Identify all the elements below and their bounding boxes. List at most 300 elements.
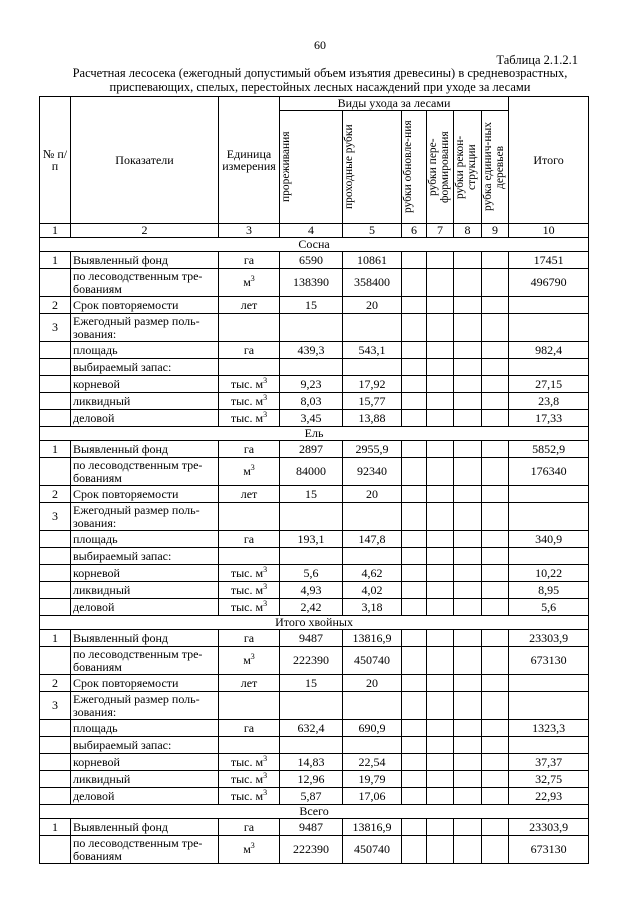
empty-cell (402, 548, 427, 565)
empty-cell (219, 503, 280, 531)
empty-cell (402, 647, 427, 675)
row-unit (219, 269, 280, 297)
value-thinning: 14,83 (280, 754, 343, 771)
empty-cell (427, 548, 454, 565)
row-unit (219, 771, 280, 788)
table-row (40, 771, 589, 788)
table-row (40, 359, 589, 376)
value-passage: 3,18 (343, 599, 402, 616)
empty-cell (280, 692, 343, 720)
value-thinning: 15 (280, 486, 343, 503)
header-renewal: рубки обновле-ния (402, 111, 427, 224)
empty-cell (427, 819, 454, 836)
value-passage: 20 (343, 297, 402, 314)
empty-cell (482, 720, 509, 737)
row-label: Выявленный фонд (71, 630, 219, 647)
empty-cell (454, 754, 482, 771)
table-row (40, 486, 589, 503)
empty-cell (482, 342, 509, 359)
empty-cell (343, 737, 402, 754)
empty-cell (482, 269, 509, 297)
empty-cell (454, 359, 482, 376)
unit-exponent: 3 (263, 564, 268, 574)
empty-cell (482, 410, 509, 427)
unit-exponent: 3 (263, 770, 268, 780)
value-passage: 690,9 (343, 720, 402, 737)
table-row (40, 675, 589, 692)
row-unit: га (219, 342, 280, 359)
empty-cell (402, 376, 427, 393)
value-passage: 4,02 (343, 582, 402, 599)
unit-exponent: 3 (250, 274, 255, 284)
empty-cell (454, 720, 482, 737)
row-num (40, 548, 71, 565)
table-row (40, 836, 589, 864)
value-total: 5,6 (509, 599, 589, 616)
row-num: 2 (40, 297, 71, 314)
empty-cell (219, 737, 280, 754)
empty-cell (482, 441, 509, 458)
header-passage: проходные рубки (343, 111, 402, 224)
empty-cell (482, 565, 509, 582)
row-label: Ежегодный размер поль-зования: (71, 692, 219, 720)
value-thinning: 12,96 (280, 771, 343, 788)
table-row (40, 582, 589, 599)
empty-cell (509, 359, 589, 376)
row-num: 1 (40, 819, 71, 836)
empty-cell (402, 599, 427, 616)
table-row (40, 441, 589, 458)
value-total (509, 297, 589, 314)
value-passage: 450740 (343, 647, 402, 675)
empty-cell (454, 252, 482, 269)
row-label: Срок повторяемости (71, 675, 219, 692)
value-total: 5852,9 (509, 441, 589, 458)
row-unit (219, 599, 280, 616)
row-num (40, 771, 71, 788)
unit-base: тыс. м (230, 754, 264, 769)
unit-exponent: 3 (263, 598, 268, 608)
value-thinning: 9487 (280, 630, 343, 647)
row-num: 2 (40, 486, 71, 503)
empty-cell (509, 503, 589, 531)
value-thinning: 15 (280, 675, 343, 692)
header-num: № п/п (40, 97, 71, 224)
value-thinning: 439,3 (280, 342, 343, 359)
column-number: 8 (454, 224, 482, 238)
empty-cell (402, 692, 427, 720)
column-number: 4 (280, 224, 343, 238)
table-row (40, 314, 589, 342)
row-num: 3 (40, 314, 71, 342)
allowable-cut-table (39, 96, 589, 864)
table-label: Таблица 2.1.2.1 (496, 53, 578, 67)
header-recon: рубки рекон-струкции (454, 111, 482, 224)
row-num (40, 458, 71, 486)
empty-cell (427, 531, 454, 548)
page-number: 60 (314, 38, 326, 52)
title-line-1: Расчетная лесосека (ежегодный допустимый объем изъятия древесины) в средневозрастных, (72, 66, 568, 80)
unit-exponent: 3 (263, 392, 268, 402)
empty-cell (427, 771, 454, 788)
empty-cell (454, 297, 482, 314)
row-label: выбираемый запас: (71, 359, 219, 376)
row-num (40, 393, 71, 410)
value-total: 27,15 (509, 376, 589, 393)
table-row (40, 393, 589, 410)
empty-cell (427, 393, 454, 410)
row-unit (219, 458, 280, 486)
empty-cell (482, 754, 509, 771)
empty-cell (482, 297, 509, 314)
value-total: 673130 (509, 836, 589, 864)
empty-cell (427, 630, 454, 647)
empty-cell (482, 314, 509, 342)
empty-cell (427, 376, 454, 393)
empty-cell (402, 269, 427, 297)
row-label: по лесоводственным тре-бованиям (71, 836, 219, 864)
value-total: 1323,3 (509, 720, 589, 737)
value-total: 32,75 (509, 771, 589, 788)
row-unit: га (219, 819, 280, 836)
column-number: 3 (219, 224, 280, 238)
header-care-types: Виды ухода за лесами (280, 97, 509, 111)
empty-cell (427, 297, 454, 314)
empty-cell (402, 531, 427, 548)
unit-base: м (243, 464, 251, 479)
table-body (40, 238, 589, 864)
empty-cell (219, 359, 280, 376)
empty-cell (482, 359, 509, 376)
empty-cell (454, 486, 482, 503)
empty-cell (482, 675, 509, 692)
empty-cell (402, 359, 427, 376)
empty-cell (427, 359, 454, 376)
title-line-2: приспевающих, спелых, перестойных лесных насаждений при уходе за лесами (109, 80, 531, 94)
empty-cell (402, 297, 427, 314)
header-unit: Единица измерения (219, 97, 280, 224)
row-unit: га (219, 441, 280, 458)
row-num (40, 342, 71, 359)
row-unit: лет (219, 486, 280, 503)
empty-cell (402, 441, 427, 458)
value-total: 23303,9 (509, 819, 589, 836)
table-row (40, 269, 589, 297)
row-label: деловой (71, 410, 219, 427)
empty-cell (402, 836, 427, 864)
empty-cell (219, 692, 280, 720)
section-name: Итого хвойных (40, 616, 589, 630)
empty-cell (343, 548, 402, 565)
row-unit: га (219, 252, 280, 269)
empty-cell (402, 675, 427, 692)
unit-base: м (243, 842, 251, 857)
value-total: 8,95 (509, 582, 589, 599)
row-num: 1 (40, 252, 71, 269)
unit-base: тыс. м (230, 393, 264, 408)
empty-cell (427, 754, 454, 771)
empty-cell (427, 788, 454, 805)
value-total: 22,93 (509, 788, 589, 805)
empty-cell (402, 252, 427, 269)
value-passage: 15,77 (343, 393, 402, 410)
empty-cell (454, 565, 482, 582)
empty-cell (482, 692, 509, 720)
row-label: Срок повторяемости (71, 297, 219, 314)
value-thinning: 6590 (280, 252, 343, 269)
row-unit (219, 376, 280, 393)
value-thinning: 222390 (280, 836, 343, 864)
table-row (40, 297, 589, 314)
empty-cell (427, 441, 454, 458)
empty-cell (454, 771, 482, 788)
empty-cell (427, 836, 454, 864)
empty-cell (454, 548, 482, 565)
empty-cell (402, 819, 427, 836)
table-row (40, 531, 589, 548)
empty-cell (427, 720, 454, 737)
table-row (40, 737, 589, 754)
empty-cell (482, 836, 509, 864)
unit-exponent: 3 (263, 409, 268, 419)
row-label: корневой (71, 376, 219, 393)
empty-cell (402, 720, 427, 737)
empty-cell (454, 393, 482, 410)
value-passage: 13,88 (343, 410, 402, 427)
table-row (40, 754, 589, 771)
value-passage: 19,79 (343, 771, 402, 788)
row-label: площадь (71, 531, 219, 548)
table-row (40, 692, 589, 720)
section-name: Всего (40, 805, 589, 819)
value-thinning: 222390 (280, 647, 343, 675)
unit-base: тыс. м (230, 376, 264, 391)
row-label: Ежегодный размер поль-зования: (71, 314, 219, 342)
empty-cell (427, 486, 454, 503)
empty-cell (482, 647, 509, 675)
empty-cell (454, 458, 482, 486)
empty-cell (219, 548, 280, 565)
value-thinning: 2,42 (280, 599, 343, 616)
empty-cell (402, 565, 427, 582)
table-row (40, 458, 589, 486)
row-unit (219, 565, 280, 582)
column-number: 1 (40, 224, 71, 238)
table-row (40, 819, 589, 836)
row-num (40, 582, 71, 599)
row-label: Ежегодный размер поль-зования: (71, 503, 219, 531)
value-thinning: 632,4 (280, 720, 343, 737)
empty-cell (482, 486, 509, 503)
row-num (40, 720, 71, 737)
table-row (40, 788, 589, 805)
row-unit: лет (219, 675, 280, 692)
section-header-row (40, 805, 589, 819)
row-unit (219, 647, 280, 675)
empty-cell (427, 737, 454, 754)
value-total: 340,9 (509, 531, 589, 548)
empty-cell (427, 675, 454, 692)
empty-cell (482, 819, 509, 836)
unit-base: тыс. м (230, 565, 264, 580)
empty-cell (427, 503, 454, 531)
section-header-row (40, 616, 589, 630)
row-unit: лет (219, 297, 280, 314)
column-number: 7 (427, 224, 454, 238)
row-label: корневой (71, 565, 219, 582)
table-row (40, 252, 589, 269)
section-header-row (40, 427, 589, 441)
row-label: площадь (71, 342, 219, 359)
empty-cell (402, 314, 427, 342)
empty-cell (454, 599, 482, 616)
table-row (40, 565, 589, 582)
header-single: рубка единич-ных деревьев (482, 111, 509, 224)
row-unit (219, 582, 280, 599)
empty-cell (454, 410, 482, 427)
empty-cell (427, 410, 454, 427)
empty-cell (427, 647, 454, 675)
unit-base: тыс. м (230, 582, 264, 597)
empty-cell (402, 630, 427, 647)
row-label: Выявленный фонд (71, 819, 219, 836)
header-total: Итого (509, 97, 589, 224)
table-row (40, 548, 589, 565)
empty-cell (427, 582, 454, 599)
empty-cell (454, 737, 482, 754)
value-thinning: 4,93 (280, 582, 343, 599)
value-thinning: 84000 (280, 458, 343, 486)
unit-base: тыс. м (230, 410, 264, 425)
empty-cell (454, 342, 482, 359)
value-passage: 20 (343, 675, 402, 692)
value-passage: 17,92 (343, 376, 402, 393)
empty-cell (454, 582, 482, 599)
unit-base: тыс. м (230, 771, 264, 786)
header-reform: рубки пере-формирования (427, 111, 454, 224)
empty-cell (454, 692, 482, 720)
column-number: 9 (482, 224, 509, 238)
empty-cell (402, 486, 427, 503)
row-label: Срок повторяемости (71, 486, 219, 503)
value-total: 23,8 (509, 393, 589, 410)
value-passage: 10861 (343, 252, 402, 269)
row-num (40, 737, 71, 754)
unit-exponent: 3 (250, 841, 255, 851)
value-thinning: 193,1 (280, 531, 343, 548)
table-row (40, 376, 589, 393)
empty-cell (482, 376, 509, 393)
value-passage: 22,54 (343, 754, 402, 771)
row-num (40, 836, 71, 864)
row-num: 3 (40, 503, 71, 531)
section-name: Ель (40, 427, 589, 441)
value-thinning: 15 (280, 297, 343, 314)
empty-cell (454, 675, 482, 692)
empty-cell (427, 458, 454, 486)
value-passage: 358400 (343, 269, 402, 297)
empty-cell (427, 599, 454, 616)
row-label: по лесоводственным тре-бованиям (71, 269, 219, 297)
empty-cell (280, 359, 343, 376)
section-name: Сосна (40, 238, 589, 252)
value-total (509, 675, 589, 692)
table-row (40, 503, 589, 531)
empty-cell (482, 458, 509, 486)
value-total: 496790 (509, 269, 589, 297)
unit-exponent: 3 (263, 375, 268, 385)
row-num (40, 376, 71, 393)
value-passage: 92340 (343, 458, 402, 486)
value-total: 982,4 (509, 342, 589, 359)
value-total: 37,37 (509, 754, 589, 771)
empty-cell (402, 737, 427, 754)
row-unit (219, 836, 280, 864)
unit-base: м (243, 653, 251, 668)
value-passage: 147,8 (343, 531, 402, 548)
unit-exponent: 3 (250, 652, 255, 662)
empty-cell (482, 630, 509, 647)
empty-cell (402, 393, 427, 410)
empty-cell (343, 314, 402, 342)
value-passage: 543,1 (343, 342, 402, 359)
empty-cell (454, 836, 482, 864)
empty-cell (482, 393, 509, 410)
row-num: 1 (40, 441, 71, 458)
empty-cell (402, 342, 427, 359)
value-total: 17451 (509, 252, 589, 269)
row-num (40, 565, 71, 582)
row-unit: га (219, 630, 280, 647)
row-num (40, 647, 71, 675)
empty-cell (402, 503, 427, 531)
row-label: по лесоводственным тре-бованиям (71, 647, 219, 675)
row-num (40, 599, 71, 616)
value-passage: 13816,9 (343, 630, 402, 647)
row-unit (219, 410, 280, 427)
empty-cell (343, 503, 402, 531)
value-passage: 13816,9 (343, 819, 402, 836)
row-label: выбираемый запас: (71, 548, 219, 565)
row-unit (219, 788, 280, 805)
unit-exponent: 3 (263, 787, 268, 797)
value-passage: 450740 (343, 836, 402, 864)
row-num: 1 (40, 630, 71, 647)
row-label: выбираемый запас: (71, 737, 219, 754)
row-label: деловой (71, 599, 219, 616)
unit-exponent: 3 (263, 753, 268, 763)
value-total: 176340 (509, 458, 589, 486)
value-thinning: 138390 (280, 269, 343, 297)
empty-cell (454, 376, 482, 393)
empty-cell (427, 314, 454, 342)
value-total: 673130 (509, 647, 589, 675)
row-num: 2 (40, 675, 71, 692)
empty-cell (402, 788, 427, 805)
empty-cell (427, 342, 454, 359)
unit-exponent: 3 (250, 463, 255, 473)
empty-cell (509, 314, 589, 342)
value-thinning: 9487 (280, 819, 343, 836)
value-total (509, 486, 589, 503)
row-label: ликвидный (71, 393, 219, 410)
empty-cell (280, 548, 343, 565)
column-number: 5 (343, 224, 402, 238)
empty-cell (482, 599, 509, 616)
column-number: 10 (509, 224, 589, 238)
empty-cell (343, 359, 402, 376)
empty-cell (454, 647, 482, 675)
